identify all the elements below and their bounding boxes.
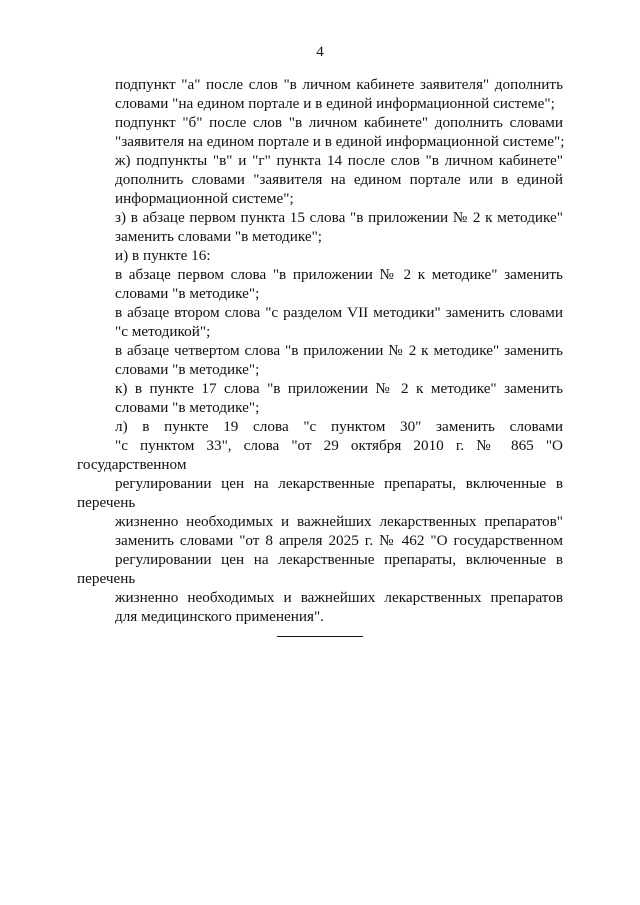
text-line: з) в абзаце первом пункта 15 слова "в приложении № 2 к методике" — [115, 209, 563, 226]
document-body — [77, 75, 563, 626]
text-line: для медицинского применения". — [115, 608, 324, 625]
text-line: словами "в методике"; — [115, 361, 260, 378]
paragraph-z — [77, 208, 563, 246]
text-line: жизненно необходимых и важнейших лекарственных препаратов — [115, 589, 563, 606]
text-line: информационной системе"; — [115, 190, 294, 207]
paragraph-a — [77, 75, 563, 113]
text-line: регулировании цен на лекарственные препараты, включенные в перечень — [77, 475, 563, 511]
text-line: заменить словами "в методике"; — [115, 228, 322, 245]
paragraph-l — [77, 417, 563, 626]
text-line: жизненно необходимых и важнейших лекарственных препаратов" — [115, 513, 563, 530]
paragraph-b — [77, 113, 563, 151]
text-line: и) в пункте 16: — [115, 247, 211, 264]
text-line: словами "в методике"; — [115, 285, 260, 302]
text-line: в абзаце четвертом слова "в приложении № 2 к методике" заменить — [115, 342, 563, 359]
paragraph-i — [77, 246, 563, 265]
text-line: регулировании цен на лекарственные препараты, включенные в перечень — [77, 551, 563, 587]
text-line: дополнить словами "заявителя на едином портале или в единой — [115, 171, 563, 188]
paragraph-i-second — [77, 303, 563, 341]
text-line: "с методикой"; — [115, 323, 211, 340]
text-line: словами "на едином портале и в единой информационной системе"; — [115, 95, 555, 112]
paragraph-i-fourth — [77, 341, 563, 379]
page-number: 4 — [316, 44, 324, 60]
end-separator-line — [277, 636, 363, 637]
text-line: "заявителя на едином портале и в единой информационной системе"; — [115, 133, 565, 150]
text-line: к) в пункте 17 слова "в приложении № 2 к методике" заменить — [115, 380, 563, 397]
text-line: ж) подпункты "в" и "г" пункта 14 после слов "в личном кабинете" — [115, 152, 563, 169]
text-line: заменить словами "от 8 апреля 2025 г. № 462 "О государственном — [115, 532, 563, 549]
paragraph-i-first — [77, 265, 563, 303]
text-line: в абзаце первом слова "в приложении № 2 к методике" заменить — [115, 266, 563, 283]
text-line: подпункт "б" после слов "в личном кабинете" дополнить словами — [115, 114, 563, 131]
text-line: подпункт "а" после слов "в личном кабинете заявителя" дополнить — [115, 76, 563, 93]
text-line: в абзаце втором слова "с разделом VII методики" заменить словами — [115, 304, 563, 321]
paragraph-zh — [77, 151, 563, 208]
text-line: "с пунктом 33", слова "от 29 октября 2010 г. № 865 "О государственном — [77, 437, 563, 473]
paragraph-k — [77, 379, 563, 417]
text-line: л) в пункте 19 слова "с пунктом 30" заменить словами — [115, 418, 563, 435]
text-line: словами "в методике"; — [115, 399, 260, 416]
